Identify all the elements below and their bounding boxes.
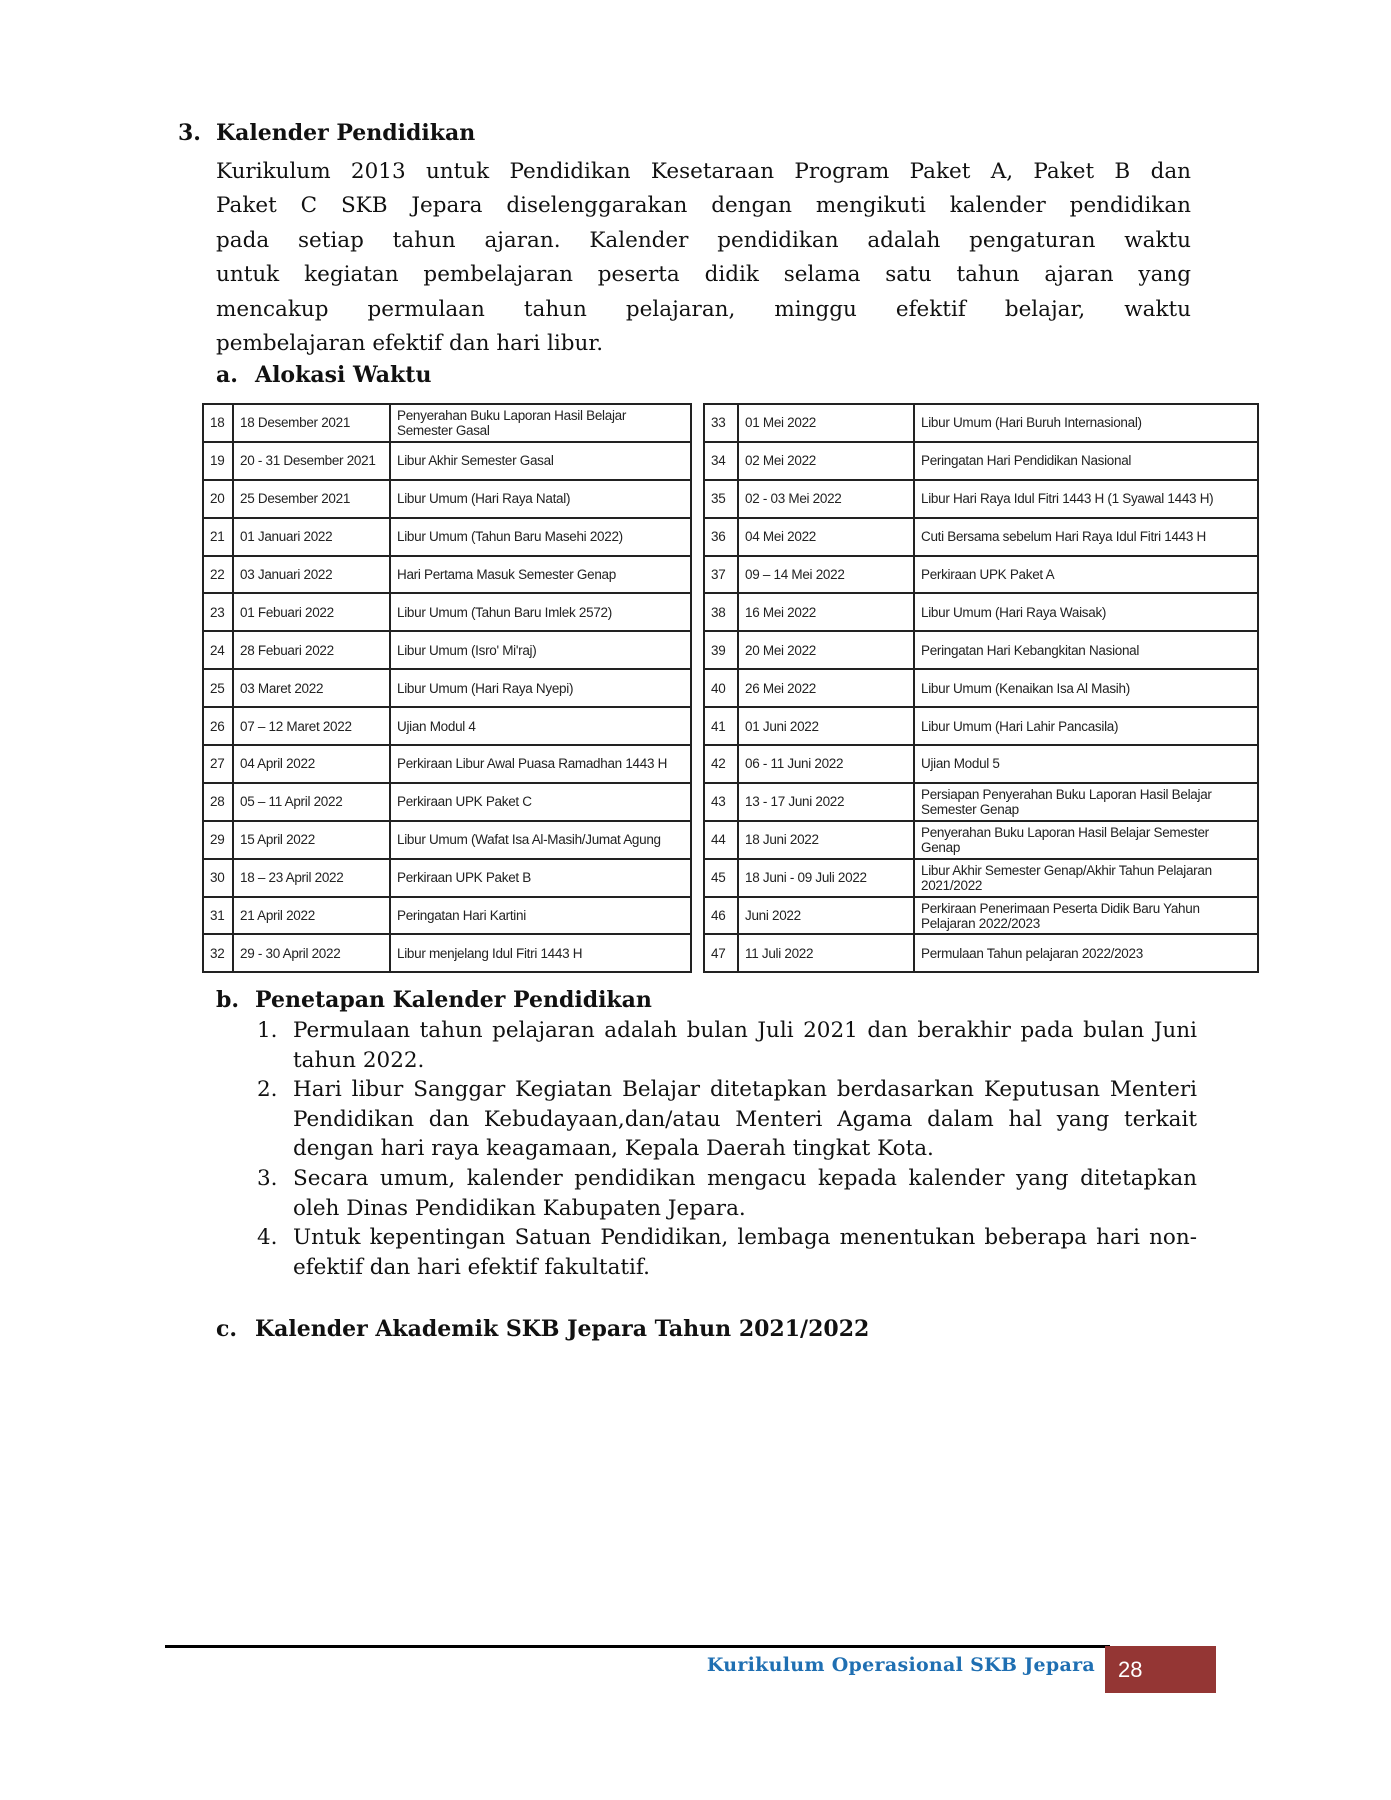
row-number: 24: [203, 631, 233, 669]
row-number: 39: [704, 631, 738, 669]
row-event: Cuti Bersama sebelum Hari Raya Idul Fitri 1443 H: [914, 518, 1258, 556]
table-row: [203, 480, 691, 518]
table-row: [704, 783, 1258, 821]
row-date: 15 April 2022: [233, 821, 390, 859]
row-date: 21 April 2022: [233, 897, 390, 935]
table-row: [203, 556, 691, 594]
row-number: 19: [203, 442, 233, 480]
row-number: 27: [203, 745, 233, 783]
row-number: 43: [704, 783, 738, 821]
table-row: [704, 821, 1258, 859]
row-date: 18 Juni 2022: [738, 821, 914, 859]
table-row: [704, 404, 1258, 442]
row-number: 46: [704, 897, 738, 935]
table-row: [704, 631, 1258, 669]
table-row: [203, 859, 691, 897]
list-item-text: Hari libur Sanggar Kegiatan Belajar ditetapkan berdasarkan Keputusan Menteri Pendidikan dan Kebudayaan,dan/atau Menteri Agama dalam hal yang terkait dengan hari raya keagamaan, Kepala Daerah tingkat Kota.: [293, 1077, 1197, 1162]
paragraph-line: mencakup permulaan tahun pelajaran, minggu efektif belajar, waktu: [216, 296, 1191, 322]
row-event: Libur Umum (Wafat Isa Al-Masih/Jumat Agung: [390, 821, 691, 859]
row-event: Libur Umum (Hari Buruh Internasional): [914, 404, 1258, 442]
row-event: Libur Umum (Isro' Mi'raj): [390, 631, 691, 669]
sub-b-letter: b.: [216, 987, 240, 1013]
row-date: 25 Desember 2021: [233, 480, 390, 518]
row-event: Libur Akhir Semester Gasal: [390, 442, 691, 480]
row-date: 05 – 11 April 2022: [233, 783, 390, 821]
paragraph-line: untuk kegiatan pembelajaran peserta didik selama satu tahun ajaran yang: [216, 262, 1191, 288]
row-number: 35: [704, 480, 738, 518]
row-event: Libur Umum (Tahun Baru Masehi 2022): [390, 518, 691, 556]
list-item-number: 3.: [257, 1165, 278, 1191]
row-date: 20 Mei 2022: [738, 631, 914, 669]
row-event: Libur Umum (Hari Lahir Pancasila): [914, 707, 1258, 745]
table-row: [704, 480, 1258, 518]
row-date: 20 - 31 Desember 2021: [233, 442, 390, 480]
row-number: 44: [704, 821, 738, 859]
sub-a-letter: a.: [216, 362, 238, 388]
row-event: Permulaan Tahun pelajaran 2022/2023: [914, 934, 1258, 972]
row-date: 01 Mei 2022: [738, 404, 914, 442]
row-number: 20: [203, 480, 233, 518]
row-number: 45: [704, 859, 738, 897]
table-row: [704, 934, 1258, 972]
table-row: [704, 897, 1258, 935]
section-title: Kalender Pendidikan: [216, 120, 476, 146]
row-date: 26 Mei 2022: [738, 669, 914, 707]
row-number: 34: [704, 442, 738, 480]
table-row: [704, 593, 1258, 631]
table-row: [203, 518, 691, 556]
row-date: 01 Juni 2022: [738, 707, 914, 745]
sub-c-letter: c.: [216, 1316, 238, 1342]
table-row: [704, 556, 1258, 594]
table-row: [203, 821, 691, 859]
row-number: 41: [704, 707, 738, 745]
list-item: [257, 1075, 1197, 1164]
row-number: 31: [203, 897, 233, 935]
row-date: 13 - 17 Juni 2022: [738, 783, 914, 821]
footer-title: Kurikulum Operasional SKB Jepara: [706, 1654, 1095, 1676]
row-event: Ujian Modul 5: [914, 745, 1258, 783]
paragraph-line: Paket C SKB Jepara diselenggarakan dengan mengikuti kalender pendidikan: [216, 193, 1191, 219]
table-row: [203, 783, 691, 821]
list-item: [257, 1223, 1197, 1282]
row-date: 29 - 30 April 2022: [233, 934, 390, 972]
row-event: Peringatan Hari Kartini: [390, 897, 691, 935]
list-item-text: Untuk kepentingan Satuan Pendidikan, lembaga menentukan beberapa hari non-efektif dan hari efektif fakultatif.: [293, 1225, 1197, 1280]
section-number: 3.: [178, 120, 201, 146]
row-number: 29: [203, 821, 233, 859]
row-number: 38: [704, 593, 738, 631]
row-date: 02 - 03 Mei 2022: [738, 480, 914, 518]
row-date: 16 Mei 2022: [738, 593, 914, 631]
paragraph-line: Kurikulum 2013 untuk Pendidikan Kesetaraan Program Paket A, Paket B dan: [216, 159, 1191, 184]
row-event: Libur Umum (Hari Raya Nyepi): [390, 669, 691, 707]
row-number: 30: [203, 859, 233, 897]
calendar-rules-list: [257, 1016, 1197, 1282]
row-date: 18 Desember 2021: [233, 404, 390, 442]
table-row: [203, 442, 691, 480]
sub-c-title: Kalender Akademik SKB Jepara Tahun 2021/2022: [255, 1316, 870, 1342]
row-event: Libur Akhir Semester Genap/Akhir Tahun Pelajaran 2021/2022: [914, 859, 1258, 897]
row-event: Persiapan Penyerahan Buku Laporan Hasil Belajar Semester Genap: [914, 783, 1258, 821]
row-date: 01 Febuari 2022: [233, 593, 390, 631]
list-item-number: 4.: [257, 1225, 278, 1251]
row-event: Peringatan Hari Kebangkitan Nasional: [914, 631, 1258, 669]
row-event: Libur menjelang Idul Fitri 1443 H: [390, 934, 691, 972]
row-date: 11 Juli 2022: [738, 934, 914, 972]
schedule-table-right: [703, 403, 1259, 973]
table-row: [704, 859, 1258, 897]
row-number: 26: [203, 707, 233, 745]
page-number: 28: [1105, 1646, 1216, 1693]
row-number: 47: [704, 934, 738, 972]
list-item: [257, 1164, 1197, 1223]
row-date: 07 – 12 Maret 2022: [233, 707, 390, 745]
row-number: 32: [203, 934, 233, 972]
list-item-number: 1.: [257, 1018, 278, 1043]
paragraph-line: pembelajaran efektif dan hari libur.: [216, 331, 604, 357]
row-number: 22: [203, 556, 233, 594]
row-event: Perkiraan UPK Paket A: [914, 556, 1258, 594]
table-row: [203, 593, 691, 631]
row-event: Hari Pertama Masuk Semester Genap: [390, 556, 691, 594]
row-number: 40: [704, 669, 738, 707]
list-item: [257, 1016, 1197, 1075]
row-date: 03 Januari 2022: [233, 556, 390, 594]
row-event: Perkiraan UPK Paket C: [390, 783, 691, 821]
row-date: 01 Januari 2022: [233, 518, 390, 556]
table-row: [203, 404, 691, 442]
row-date: 04 April 2022: [233, 745, 390, 783]
row-event: Libur Umum (Hari Raya Natal): [390, 480, 691, 518]
table-row: [203, 745, 691, 783]
row-event: Perkiraan Penerimaan Peserta Didik Baru Yahun Pelajaran 2022/2023: [914, 897, 1258, 935]
table-row: [203, 707, 691, 745]
row-date: Juni 2022: [738, 897, 914, 935]
row-number: 18: [203, 404, 233, 442]
row-date: 06 - 11 Juni 2022: [738, 745, 914, 783]
table-row: [203, 934, 691, 972]
table-row: [704, 669, 1258, 707]
table-row: [203, 631, 691, 669]
table-row: [704, 745, 1258, 783]
row-number: 33: [704, 404, 738, 442]
table-row: [203, 669, 691, 707]
row-date: 18 Juni - 09 Juli 2022: [738, 859, 914, 897]
row-number: 25: [203, 669, 233, 707]
row-event: Libur Umum (Tahun Baru Imlek 2572): [390, 593, 691, 631]
schedule-table-left: [202, 403, 692, 973]
row-number: 42: [704, 745, 738, 783]
row-date: 03 Maret 2022: [233, 669, 390, 707]
intro-paragraph: [216, 155, 1191, 361]
table-row: [704, 707, 1258, 745]
paragraph-line: pada setiap tahun ajaran. Kalender pendidikan adalah pengaturan waktu: [216, 227, 1191, 253]
row-event: Perkiraan Libur Awal Puasa Ramadhan 1443 H: [390, 745, 691, 783]
row-event: Penyerahan Buku Laporan Hasil Belajar Semester Genap: [914, 821, 1258, 859]
row-date: 02 Mei 2022: [738, 442, 914, 480]
table-row: [704, 442, 1258, 480]
row-number: 36: [704, 518, 738, 556]
table-row: [203, 897, 691, 935]
sub-a-title: Alokasi Waktu: [255, 362, 432, 388]
row-number: 21: [203, 518, 233, 556]
row-number: 28: [203, 783, 233, 821]
row-number: 37: [704, 556, 738, 594]
row-event: Ujian Modul 4: [390, 707, 691, 745]
row-event: Penyerahan Buku Laporan Hasil Belajar Semester Gasal: [390, 404, 691, 442]
row-event: Libur Umum (Hari Raya Waisak): [914, 593, 1258, 631]
row-date: 04 Mei 2022: [738, 518, 914, 556]
table-row: [704, 518, 1258, 556]
row-event: Peringatan Hari Pendidikan Nasional: [914, 442, 1258, 480]
sub-b-title: Penetapan Kalender Pendidikan: [255, 987, 652, 1013]
row-date: 18 – 23 April 2022: [233, 859, 390, 897]
row-date: 09 – 14 Mei 2022: [738, 556, 914, 594]
row-event: Libur Hari Raya Idul Fitri 1443 H (1 Syawal 1443 H): [914, 480, 1258, 518]
row-date: 28 Febuari 2022: [233, 631, 390, 669]
row-event: Perkiraan UPK Paket B: [390, 859, 691, 897]
list-item-number: 2.: [257, 1077, 278, 1103]
list-item-text: Permulaan tahun pelajaran adalah bulan Juli 2021 dan berakhir pada bulan Juni tahun 2022.: [293, 1018, 1197, 1073]
list-item-text: Secara umum, kalender pendidikan mengacu kepada kalender yang ditetapkan oleh Dinas Pendidikan Kabupaten Jepara.: [293, 1165, 1197, 1221]
row-event: Libur Umum (Kenaikan Isa Al Masih): [914, 669, 1258, 707]
row-number: 23: [203, 593, 233, 631]
footer-divider: [165, 1645, 1110, 1648]
